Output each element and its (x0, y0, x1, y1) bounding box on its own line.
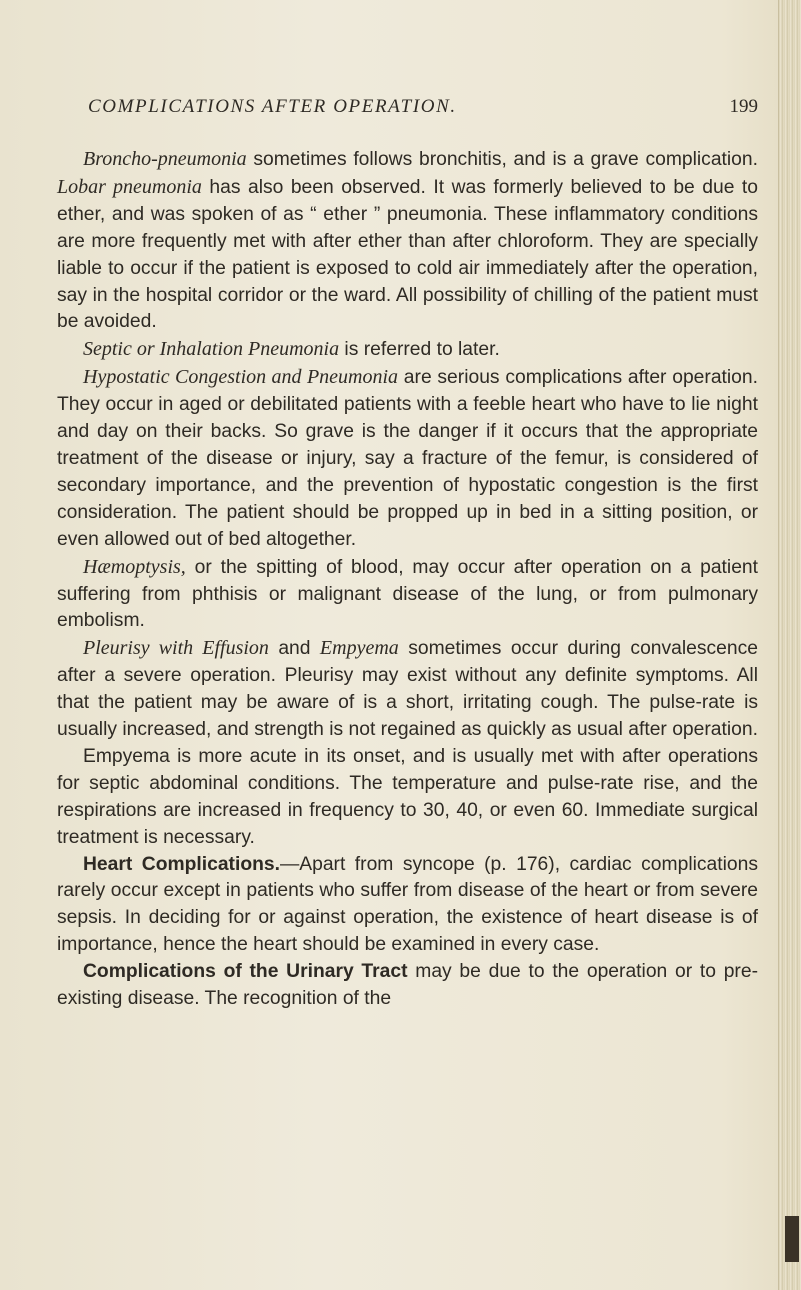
term-hypostatic-congestion: Hypostatic Congestion and Pneumonia (83, 366, 399, 389)
paragraph-urinary-tract: Complications of the Urinary Tract may be due to the operation or to pre-existing disease. The recognition of the (57, 961, 758, 1010)
heading-heart-complications: Heart Complications. (83, 853, 280, 875)
paragraph-septic-pneumonia: Septic or Inhalation Pneumonia is referred to later. (83, 338, 500, 361)
body-text (57, 146, 758, 1013)
page-number: 199 (729, 96, 758, 117)
paragraph-pleurisy: Pleurisy with Effusion and Empyema sometimes occur during convalescence after a severe operation. Pleurisy may exist without any definite symptoms. All that the patient may be aware of is a short, irritating cough. The pulse-rate is usually increased, and strength is not regained as quickly as usual after operation. (57, 637, 758, 741)
term-empyema: Empyema (319, 637, 399, 660)
paragraph-heart-complications: Heart Complications.—Apart from syncope (p. 176), cardiac complications rarely occur except in patients who suffer from disease of the heart or from severe sepsis. In deciding for or against operation, the existence of heart disease is of importance, hence the heart should be examined in every case. (57, 853, 758, 956)
paragraph-haemoptysis: Hæmoptysis, or the spitting of blood, may occur after operation on a patient suffering from phthisis or malignant disease of the lung, or from pulmonary embolism. (57, 555, 758, 632)
term-pleurisy: Pleurisy with Effusion (83, 637, 269, 660)
page-edge (778, 0, 801, 1290)
paragraph-hypostatic-congestion: Hypostatic Congestion and Pneumonia are serious complications after operation. They occur in aged or debilitated patients with a feeble heart who have to lie night and day on their backs. So grave is the danger if it occurs that the appropriate treatment of the disease or injury, say a fracture of the femur, is considered of secondary importance, and the prevention of hypostatic congestion is the first consideration. The patient should be propped up in bed in a sitting position, or even allowed out of bed altogether. (57, 366, 758, 550)
edge-mark (785, 1216, 799, 1262)
term-broncho-pneumonia: Broncho-pneumonia (83, 148, 247, 170)
term-septic-pneumonia: Septic or Inhalation Pneumonia (83, 338, 340, 361)
paragraph-broncho-pneumonia: Broncho-pneumonia sometimes follows bronchitis, and is a grave complication. Lobar pneumonia has also been observed. It was formerly believed to be due to ether, and was spoken of as “ ether ” pneumonia. These inflammatory conditions are more frequently met with after ether than after chloroform. They are specially liable to occur if the patient is exposed to cold air immediately after the operation, say in the hospital corridor or the ward. All possibility of chilling of the patient must be avoided. (57, 148, 758, 333)
term-lobar-pneumonia: Lobar pneumonia (57, 175, 202, 198)
heading-urinary-tract: Complications of the Urinary Tract (83, 961, 408, 983)
page-header (88, 96, 778, 122)
term-haemoptysis: Hæmoptysis, (83, 555, 186, 578)
paragraph-empyema: Empyema is more acute in its onset, and is usually met with after operations for septic abdominal conditions. The temperature and pulse-rate rise, and the respirations are increased in frequency to 30, 40, or even 60. Immediate surgical treatment is necessary. (57, 745, 758, 848)
running-head: COMPLICATIONS AFTER OPERATION. (88, 96, 457, 117)
